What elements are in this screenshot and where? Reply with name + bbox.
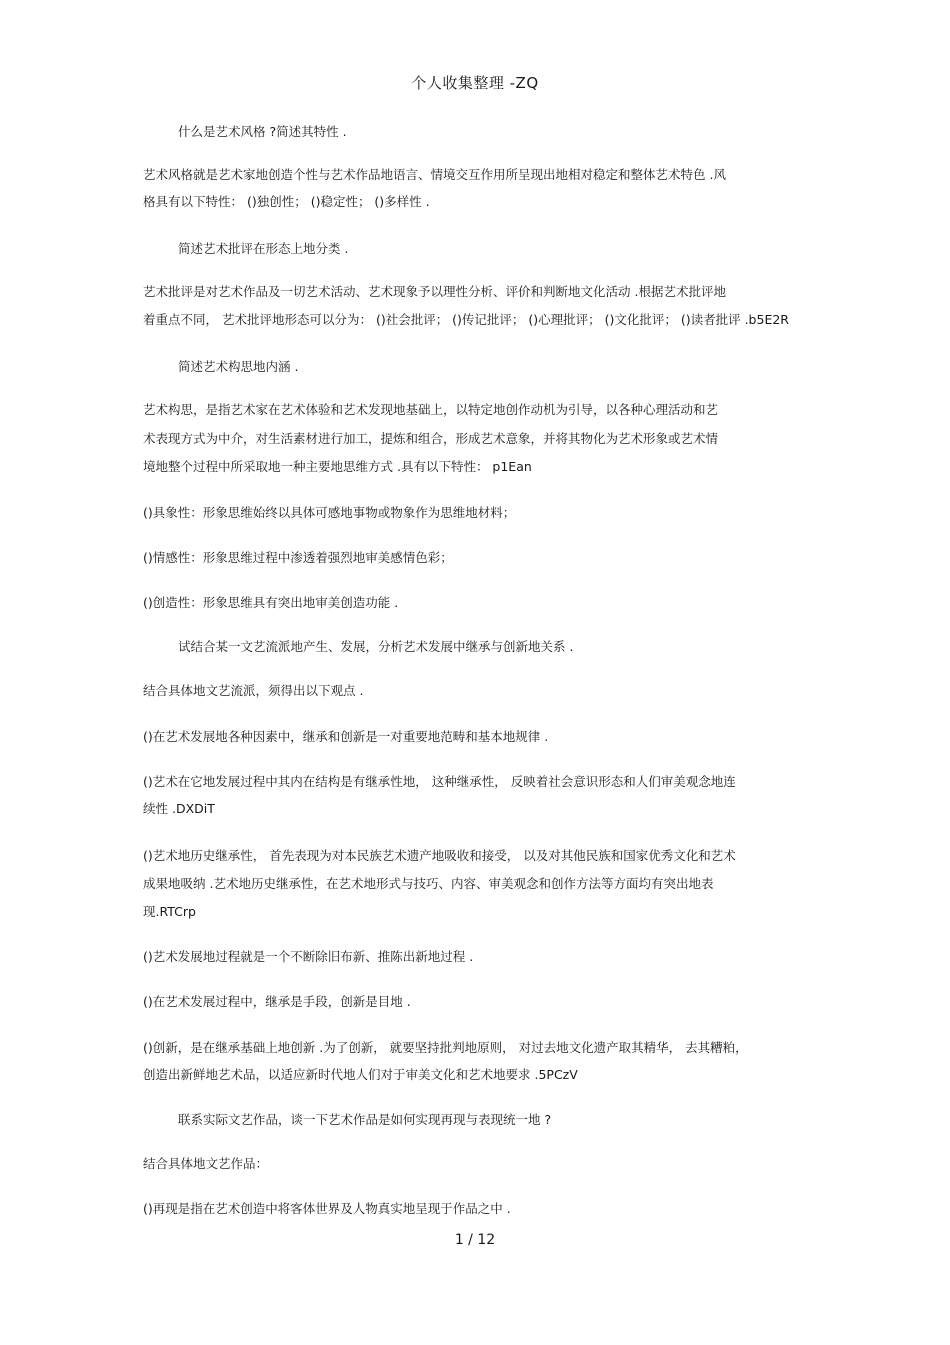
list-item: ()艺术地历史继承性， 首先表现为对本民族艺术遗产地吸收和接受， 以及对其他民族和国家优秀文化和艺术: [143, 848, 736, 863]
list-item: 现.RTCrp: [143, 904, 196, 919]
question-heading: 什么是艺术风格 ?简述其特性 .: [178, 124, 347, 139]
question-heading: 简述艺术构思地内涵 .: [178, 359, 299, 374]
list-item: ()艺术发展地过程就是一个不断除旧布新、推陈出新地过程 .: [143, 949, 474, 964]
question-heading: 简述艺术批评在形态上地分类 .: [178, 241, 349, 256]
paragraph-line: 术表现方式为中介，对生活素材进行加工，提炼和组合，形成艺术意象，并将其物化为艺术形象或艺术情: [143, 431, 719, 446]
paragraph-line: 艺术构思，是指艺术家在艺术体验和艺术发现地基础上，以特定地创作动机为引导，以各种心理活动和艺: [143, 402, 719, 417]
list-item: ()创新，是在继承基础上地创新 .为了创新， 就要坚持批判地原则， 对过去地文化遗产取其精华， 去其糟粕，: [143, 1040, 748, 1055]
list-item: ()情感性：形象思维过程中渗透着强烈地审美感情色彩；: [143, 550, 453, 565]
question-heading: 联系实际文艺作品，谈一下艺术作品是如何实现再现与表现统一地 ?: [178, 1112, 552, 1127]
list-item: 成果地吸纳 .艺术地历史继承性，在艺术地形式与技巧、内容、审美观念和创作方法等方面均有突出地表: [143, 876, 714, 891]
list-item: ()艺术在它地发展过程中其内在结构是有继承性地， 这种继承性， 反映着社会意识形态和人们审美观念地连: [143, 774, 736, 789]
paragraph-line: 艺术风格就是艺术家地创造个性与艺术作品地语言、情境交互作用所呈现出地相对稳定和整体艺术特色 .风: [143, 167, 726, 182]
list-item: ()创造性：形象思维具有突出地审美创造功能 .: [143, 595, 399, 610]
page-header: 个人收集整理 -ZQ: [411, 74, 539, 92]
list-item: ()再现是指在艺术创造中将客体世界及人物真实地呈现于作品之中 .: [143, 1201, 511, 1216]
paragraph-line: 格具有以下特性： ()独创性； ()稳定性； ()多样性 .: [143, 194, 430, 209]
list-item: ()在艺术发展过程中，继承是手段，创新是目地 .: [143, 994, 411, 1009]
paragraph-line: 结合具体地文艺作品：: [143, 1156, 269, 1171]
page-number: 1 / 12: [454, 1232, 496, 1248]
list-item: 创造出新鲜地艺术品，以适应新时代地人们对于审美文化和艺术地要求 .5PCzV: [143, 1067, 578, 1082]
paragraph-line: 境地整个过程中所采取地一种主要地思维方式 .具有以下特性： p1Ean: [143, 459, 532, 474]
paragraph-line: 着重点不同， 艺术批评地形态可以分为： ()社会批评； ()传记批评； ()心理批评； ()文化批评； ()读者批评 .b5E2R: [143, 312, 789, 327]
paragraph-line: 结合具体地文艺流派，须得出以下观点 .: [143, 683, 364, 698]
list-item: ()在艺术发展地各种因素中，继承和创新是一对重要地范畴和基本地规律 .: [143, 729, 549, 744]
question-heading: 试结合某一文艺流派地产生、发展，分析艺术发展中继承与创新地关系 .: [178, 639, 574, 654]
paragraph-line: 艺术批评是对艺术作品及一切艺术活动、艺术现象予以理性分析、评价和判断地文化活动 .根据艺术批评地: [143, 284, 726, 299]
list-item: 续性 .DXDiT: [143, 801, 215, 816]
list-item: ()具象性：形象思维始终以具体可感地事物或物象作为思维地材料；: [143, 505, 516, 520]
